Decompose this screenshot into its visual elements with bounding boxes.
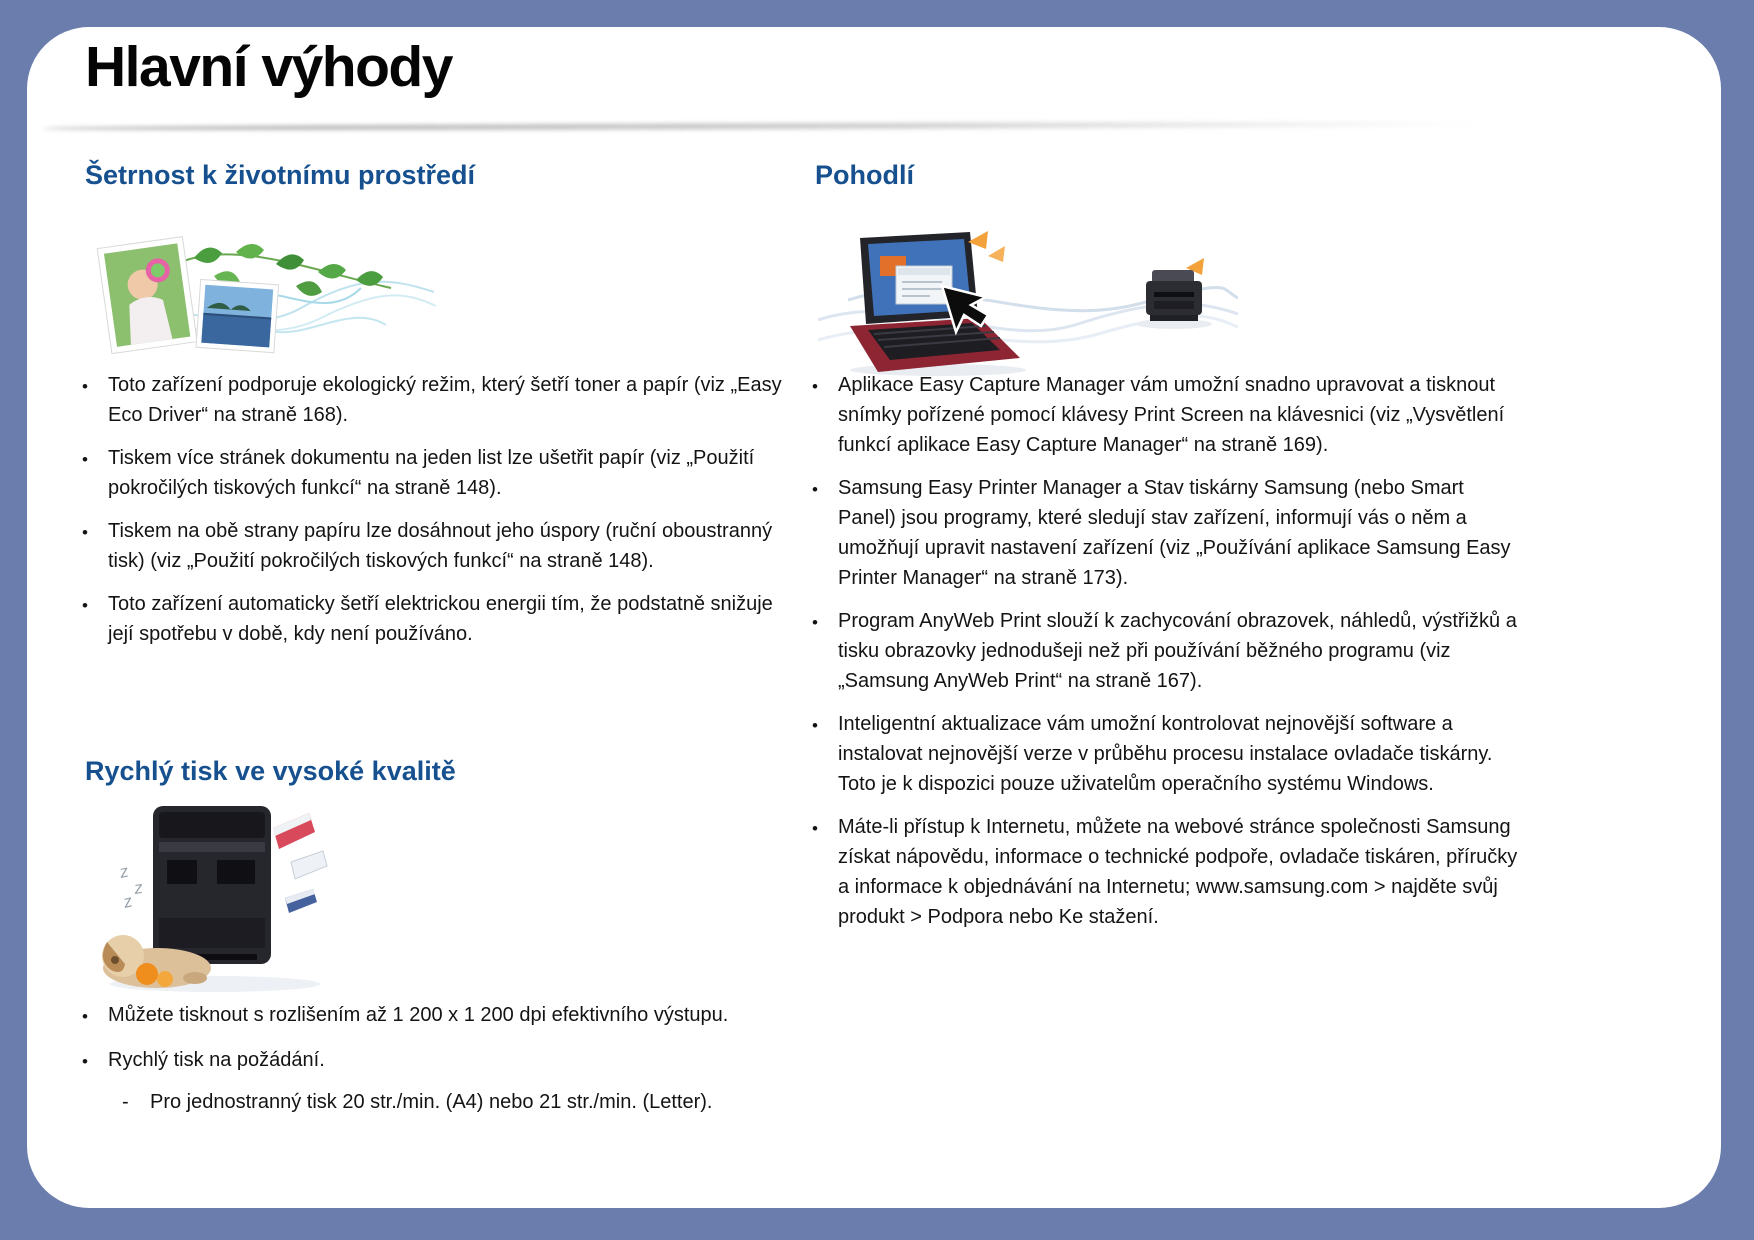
section-heading-eco: Šetrnost k životnímu prostředí [85, 160, 476, 190]
bullet-text: Toto zařízení podporuje ekologický režim, který šetří toner a papír (viz „Easy Eco Driver“ na straně 168). [108, 374, 782, 426]
bullet-item [812, 370, 1524, 460]
printer-puppy-graphic [95, 800, 355, 995]
bullet-item [82, 1045, 790, 1077]
eco-collage-graphic [86, 230, 436, 366]
bullet-item [812, 709, 1524, 799]
section-heading-quality: Rychlý tisk ve vysoké kvalitě [85, 756, 456, 786]
page-title: Hlavní výhody [85, 35, 452, 99]
bullet-dot-icon: • [812, 377, 818, 396]
bullet-item [82, 443, 790, 503]
bullet-text: Samsung Easy Printer Manager a Stav tiskárny Samsung (nebo Smart Panel) jsou programy, které sledují stav zařízení, informují vás o něm a umožňují upravit nastavení zařízení (viz „Používání aplikace Samsung Easy Printer Manager“ na straně 173). [838, 477, 1511, 589]
bullet-item [812, 473, 1524, 593]
laptop-printer-illustration [818, 228, 1238, 383]
quality-bullet-list [82, 1000, 790, 1130]
bullet-text: Program AnyWeb Print slouží k zachycování obrazovek, náhledů, výstřižků a tisku obrazovky jednodušeji než při používání běžného programu (viz „Samsung AnyWeb Print“ na straně 167). [838, 610, 1517, 692]
bullet-text: Toto zařízení automaticky šetří elektrickou energii tím, že podstatně snižuje její spotřebu v době, kdy není používáno. [108, 593, 773, 645]
sub-bullet-item [82, 1087, 790, 1117]
bullet-text: Inteligentní aktualizace vám umožní kontrolovat nejnovější software a instalovat nejnovější verze v průběhu procesu instalace ovladače tiskárny. Toto je k dispozici pouze uživatelům operačního systému Windows. [838, 713, 1493, 795]
bullet-item [82, 516, 790, 576]
bullet-text: Aplikace Easy Capture Manager vám umožní snadno upravovat a tisknout snímky pořízené pomocí klávesy Print Screen na klávesnici (viz „Vysvětlení funkcí aplikace Easy Capture Manager“ na straně 169). [838, 374, 1505, 456]
printer-puppy-illustration [95, 800, 355, 1000]
eco-photos-ivy-illustration [86, 230, 436, 371]
bullet-item [812, 812, 1524, 932]
bullet-text: Můžete tisknout s rozlišením až 1 200 x 1 200 dpi efektivního výstupu. [108, 1004, 729, 1026]
bullet-dot-icon: • [812, 716, 818, 735]
bullet-item [82, 370, 790, 430]
bullet-dot-icon: • [812, 819, 818, 838]
bullet-dot-icon: • [82, 596, 88, 615]
bullet-text: Tiskem více stránek dokumentu na jeden list lze ušetřit papír (viz „Použití pokročilých tiskových funkcí“ na straně 148). [108, 447, 755, 499]
bullet-dot-icon: • [82, 377, 88, 396]
bullet-dot-icon: • [82, 523, 88, 542]
svg-text:z: z [132, 877, 144, 898]
bullet-dot-icon: • [82, 1052, 88, 1071]
bullet-text: Rychlý tisk na požádání. [108, 1049, 325, 1071]
sub-bullet-text: Pro jednostranný tisk 20 str./min. (A4) nebo 21 str./min. (Letter). [150, 1091, 713, 1113]
bullet-text: Tiskem na obě strany papíru lze dosáhnout jeho úspory (ruční oboustranný tisk) (viz „Použití pokročilých tiskových funkcí“ na straně 148). [108, 520, 773, 572]
bullet-dot-icon: • [812, 613, 818, 632]
bullet-item [82, 589, 790, 649]
svg-text:z: z [117, 861, 131, 882]
section-heading-convenience: Pohodlí [815, 160, 914, 190]
eco-bullet-list [82, 370, 790, 662]
bullet-dot-icon: • [812, 480, 818, 499]
sub-bullet-dash-icon: - [122, 1091, 129, 1113]
bullet-dot-icon: • [82, 1007, 88, 1026]
convenience-bullet-list [812, 370, 1524, 945]
laptop-printer-graphic [818, 228, 1238, 378]
bullet-text: Máte-li přístup k Internetu, můžete na webové stránce společnosti Samsung získat nápovědu, informace o technické podpoře, ovladače tiskáren, příručky a informace k objednávání na Internetu; www.samsung.com > najděte svůj produkt > Podpora nebo Ke stažení. [838, 816, 1518, 928]
bullet-item [82, 1000, 790, 1032]
bullet-item [812, 606, 1524, 696]
svg-text:z: z [121, 891, 135, 912]
bullet-dot-icon: • [82, 450, 88, 469]
